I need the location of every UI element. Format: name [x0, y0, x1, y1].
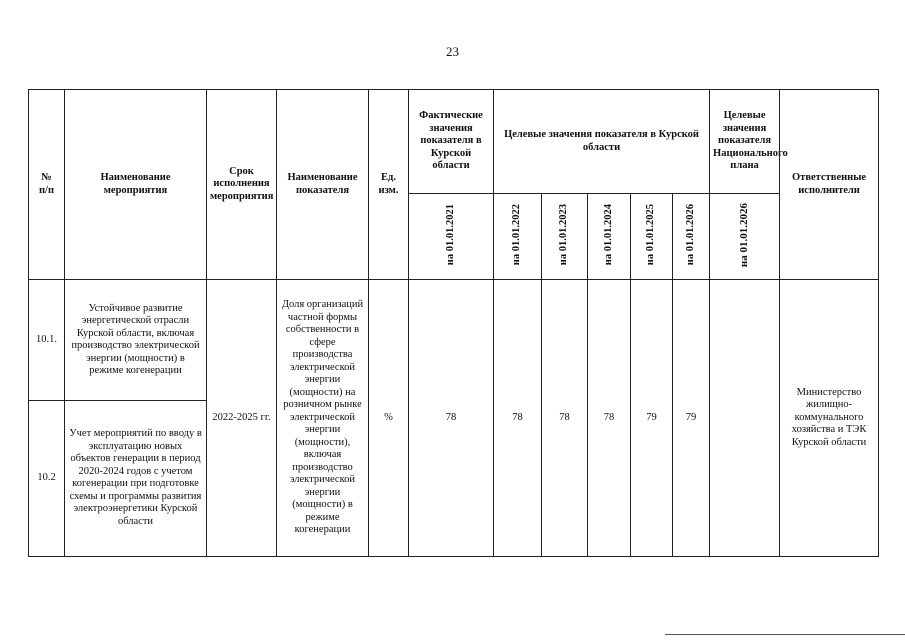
value-2021: 78 [409, 280, 494, 557]
table-row [29, 280, 879, 400]
value-2022: 78 [494, 280, 542, 557]
date-label: на 01.01.2022 [511, 203, 523, 266]
value-2024: 78 [588, 280, 631, 557]
header-date-2022 [494, 194, 542, 280]
header-target-national: Целевые значения показателя Национального плана [710, 90, 780, 194]
header-actual: Фактические значения показателя в Курской области [409, 90, 494, 194]
header-target-kursk: Целевые значения показателя в Курской области [494, 90, 710, 194]
header-national-date [710, 194, 780, 280]
row-indicator: Доля организаций частной формы собственности в сфере производства электрической энергии (мощности) на розничном рынке электрической энергии (мощности), включая производство электрической энергии (мощности) в режиме когенерации [277, 280, 369, 557]
header-term: Срок исполнения мероприятия [207, 90, 277, 280]
row-name: Учет мероприятий по вводу в эксплуатацию новых объектов генерации в период 2020-2024 годов с учетом когенерации при подготовке схемы и программы развития электроэнергетики Курской области [65, 400, 207, 556]
measures-table [28, 89, 879, 557]
page-number: 23 [446, 44, 459, 59]
row-num: 10.1. [29, 280, 65, 400]
header-date-2021 [409, 194, 494, 280]
date-label: на 01.01.2026 [684, 203, 696, 266]
header-date-2024 [588, 194, 631, 280]
date-label: на 01.01.2023 [558, 203, 570, 266]
date-label: на 01.01.2021 [444, 203, 456, 266]
header-num: № п/п [29, 90, 65, 280]
value-2026: 79 [673, 280, 710, 557]
date-label: на 01.01.2025 [645, 203, 657, 266]
value-2025: 79 [631, 280, 673, 557]
header-date-2025 [631, 194, 673, 280]
date-label: на 01.01.2024 [602, 203, 614, 266]
header-responsible: Ответственные исполнители [780, 90, 879, 280]
header-indicator: Наименование показателя [277, 90, 369, 280]
row-name: Устойчивое развитие энергетической отрасли Курской области, включая производство электрической энергии (мощности) в режиме когенерации [65, 280, 207, 400]
header-date-2026 [673, 194, 710, 280]
header-date-2023 [542, 194, 588, 280]
header-name: Наименование мероприятия [65, 90, 207, 280]
national-date-label: на 01.01.2026 [738, 202, 751, 267]
value-national [710, 280, 780, 557]
row-term: 2022-2025 гг. [207, 280, 277, 557]
row-unit: % [369, 280, 409, 557]
value-2023: 78 [542, 280, 588, 557]
footer-rule [665, 634, 905, 635]
row-num: 10.2 [29, 400, 65, 556]
header-unit: Ед. изм. [369, 90, 409, 280]
row-responsible: Министерство жилищно-коммунального хозяйства и ТЭК Курской области [780, 280, 879, 557]
